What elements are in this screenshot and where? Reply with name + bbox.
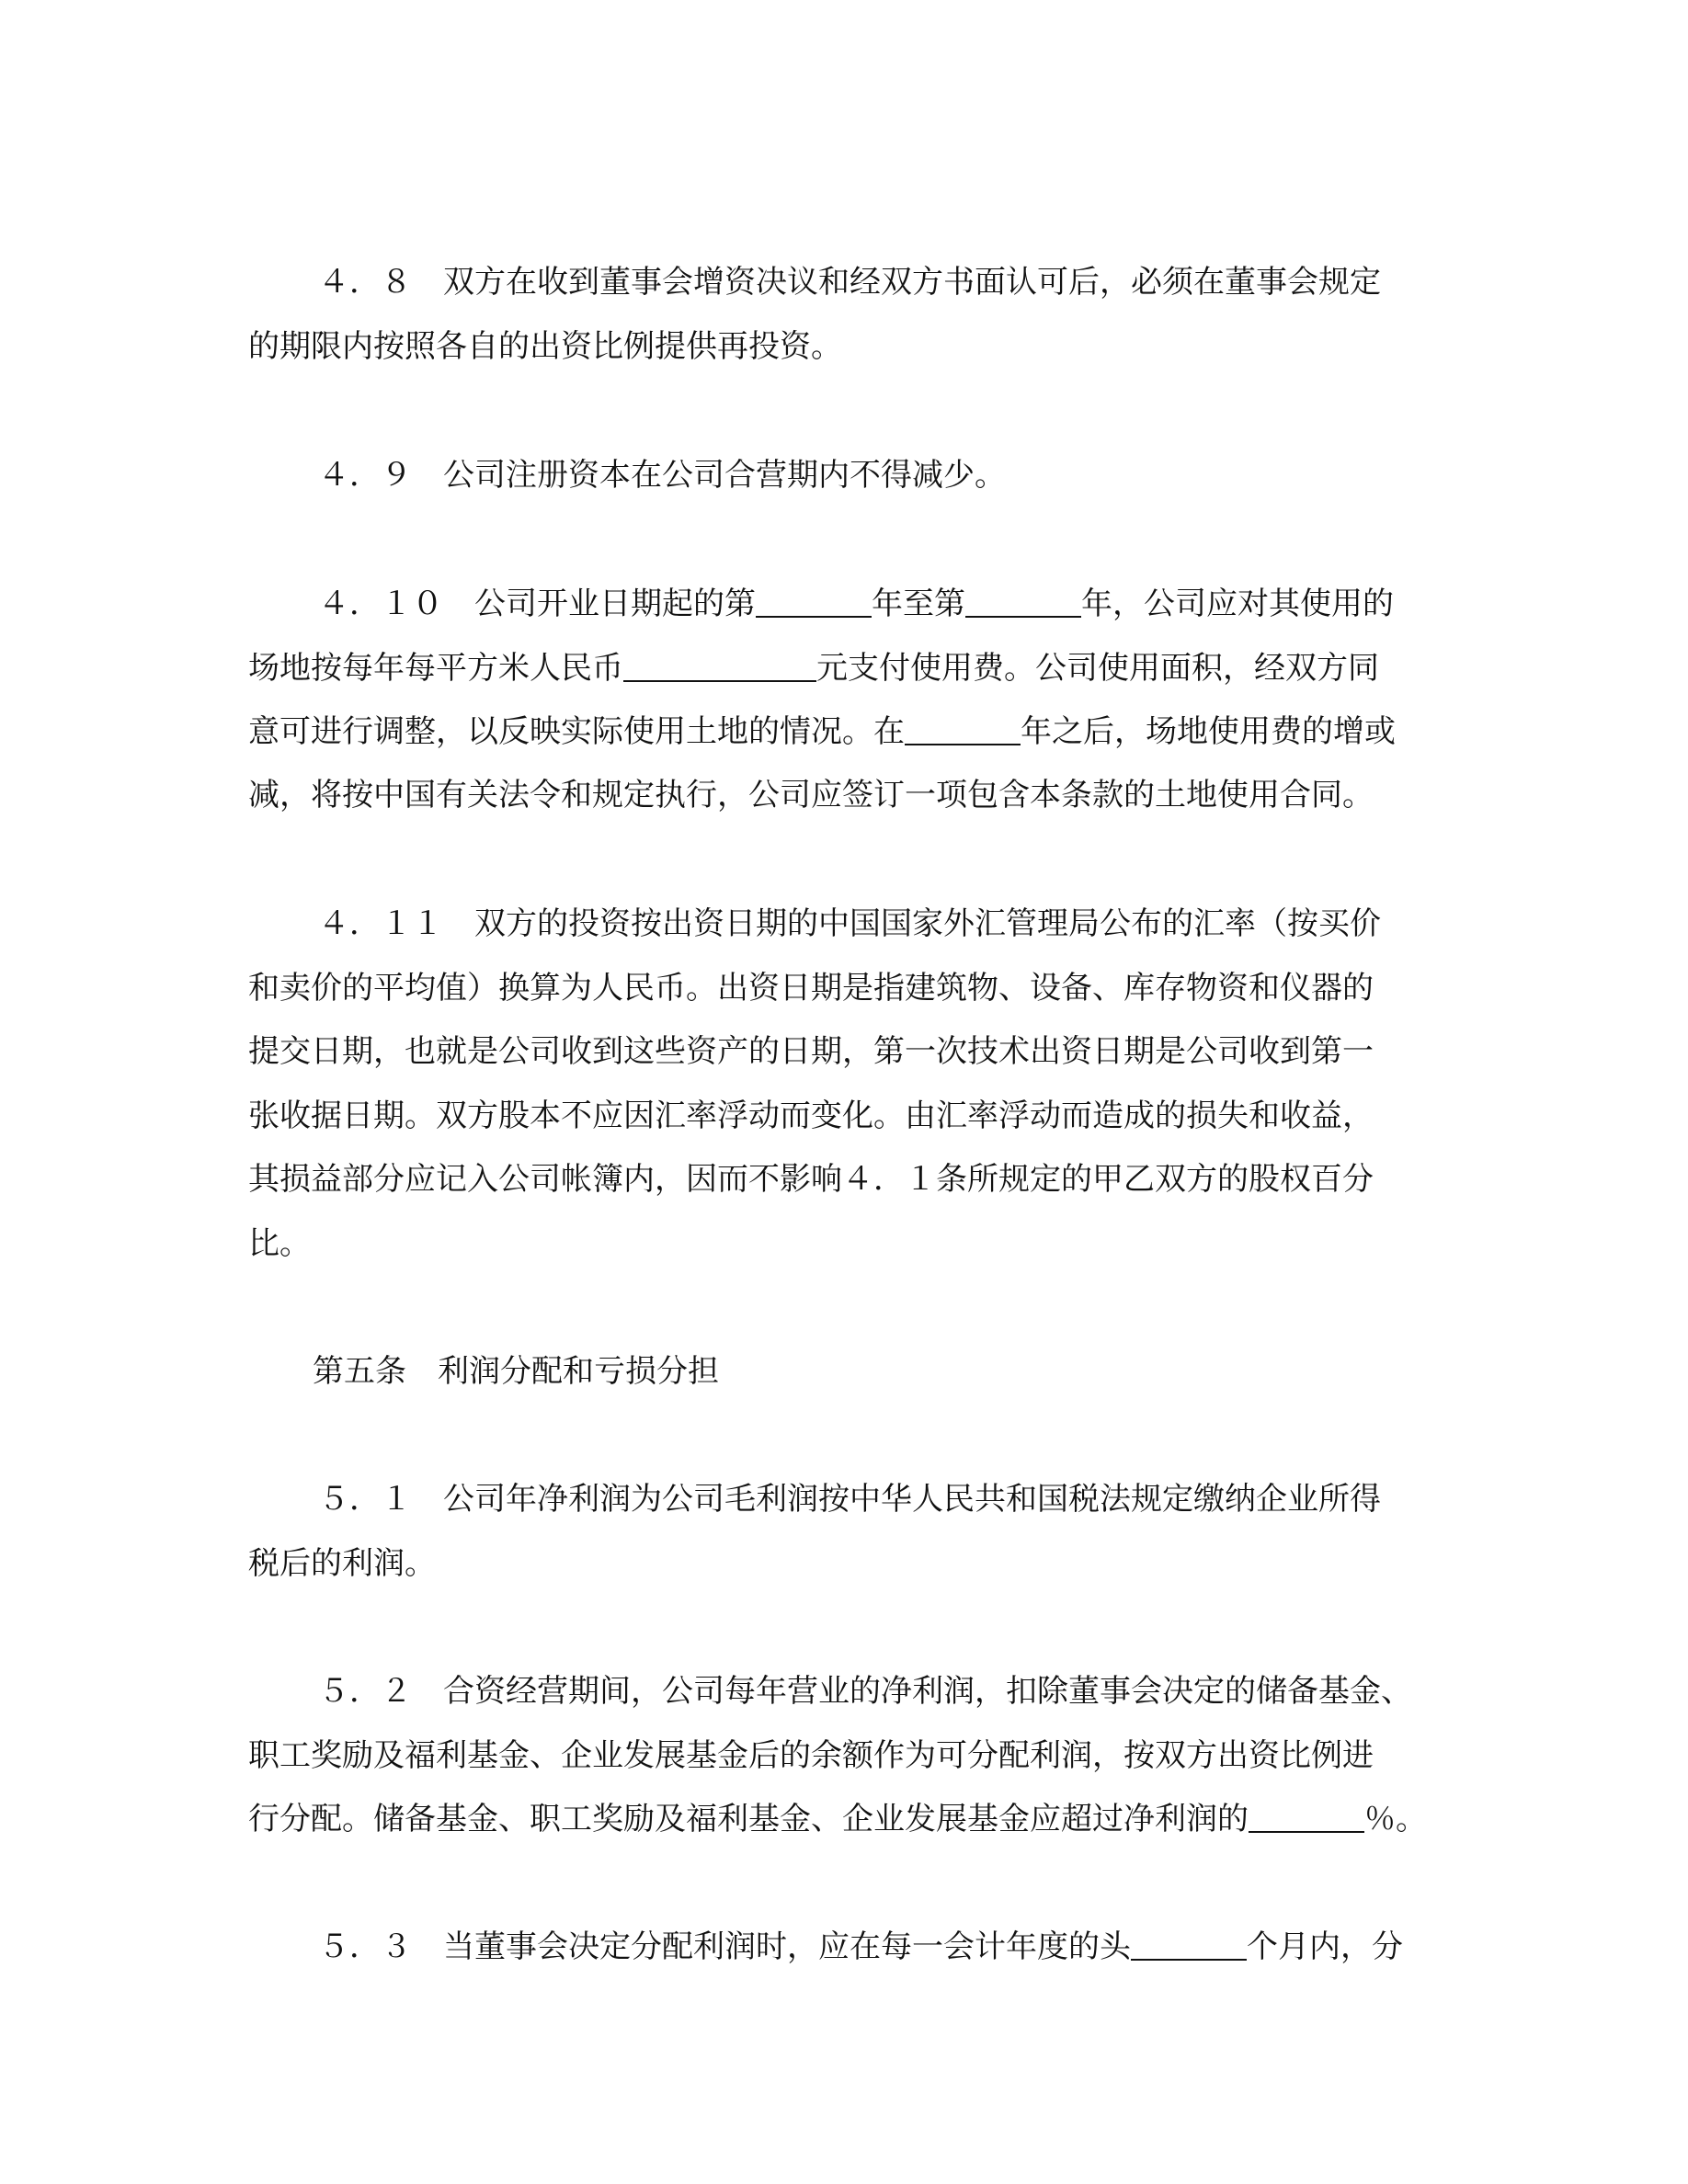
clause-4-10-text: 年之后，场地使用费的增或 [1021,713,1396,750]
clause-4-9-line-1: ４．９ 公司注册资本在公司合营期内不得减少。 [318,457,1006,494]
clause-4-11-line-6: 比。 [248,1225,311,1262]
clause-4-11-line-5: 其损益部分应记入公司帐簿内，因而不影响４．１条所规定的甲乙双方的股权百分 [248,1161,1374,1198]
clause-4-10-text: ４．１０ 公司开业日期起的第 [318,586,756,622]
clause-4-10-line-4: 减，将按中国有关法令和规定执行，公司应签订一项包含本条款的土地使用合同。 [248,777,1374,813]
clause-4-11-line-4: 张收据日期。双方股本不应因汇率浮动而变化。由汇率浮动而造成的损失和收益， [248,1098,1374,1134]
clause-5-3-text: 个月内，分 [1247,1928,1403,1965]
clause-5-3-text: ５．３ 当董事会决定分配利润时，应在每一会计年度的头 [318,1928,1131,1965]
clause-4-10-text: 年，公司应对其使用的 [1081,586,1394,622]
fill-blank-months [1131,1931,1247,1961]
clause-4-11-line-2: 和卖价的平均值）换算为人民币。出资日期是指建筑物、设备、库存物资和仪器的 [248,970,1374,1007]
fill-blank-percentage [1249,1803,1364,1833]
fill-blank-years [905,716,1021,745]
clause-4-10-line-1 [318,586,1394,622]
clause-4-10-text: 场地按每年每平方米人民币 [248,650,623,687]
clause-4-10-line-2 [248,650,1379,687]
clause-5-2-text: ％。 [1364,1801,1427,1837]
fill-blank-end-year [965,588,1081,618]
clause-4-10-text: 意可进行调整，以反映实际使用土地的情况。在 [248,713,905,750]
clause-5-1-line-2: 税后的利润。 [248,1545,436,1582]
clause-5-2-line-2: 职工奖励及福利基金、企业发展基金后的余额作为可分配利润，按双方出资比例进 [248,1737,1374,1774]
clause-4-8-line-2: 的期限内按照各自的出资比例提供再投资。 [248,328,842,365]
clause-5-2-line-1: ５．２ 合资经营期间，公司每年营业的净利润，扣除董事会决定的储备基金、 [318,1673,1412,1710]
clause-4-10-text: 年至第 [872,586,965,622]
article-5-heading: 第五条 利润分配和亏损分担 [313,1353,719,1390]
clause-4-10-line-3 [248,713,1396,750]
clause-5-1-line-1: ５．１ 公司年净利润为公司毛利润按中华人民共和国税法规定缴纳企业所得 [318,1481,1381,1518]
clause-4-11-line-3: 提交日期，也就是公司收到这些资产的日期，第一次技术出资日期是公司收到第一 [248,1033,1374,1070]
clause-5-2-line-3 [248,1801,1427,1837]
clause-4-10-text: 元支付使用费。公司使用面积，经双方同 [816,650,1379,687]
clause-4-11-line-1: ４．１１ 双方的投资按出资日期的中国国家外汇管理局公布的汇率（按买价 [318,905,1381,942]
clause-4-8-line-1: ４．８ 双方在收到董事会增资决议和经双方书面认可后，必须在董事会规定 [318,264,1381,301]
clause-5-3-line-1 [318,1928,1403,1965]
fill-blank-fee-amount [623,653,816,682]
fill-blank-start-year [756,588,872,618]
clause-5-2-text: 行分配。储备基金、职工奖励及福利基金、企业发展基金应超过净利润的 [248,1801,1249,1837]
